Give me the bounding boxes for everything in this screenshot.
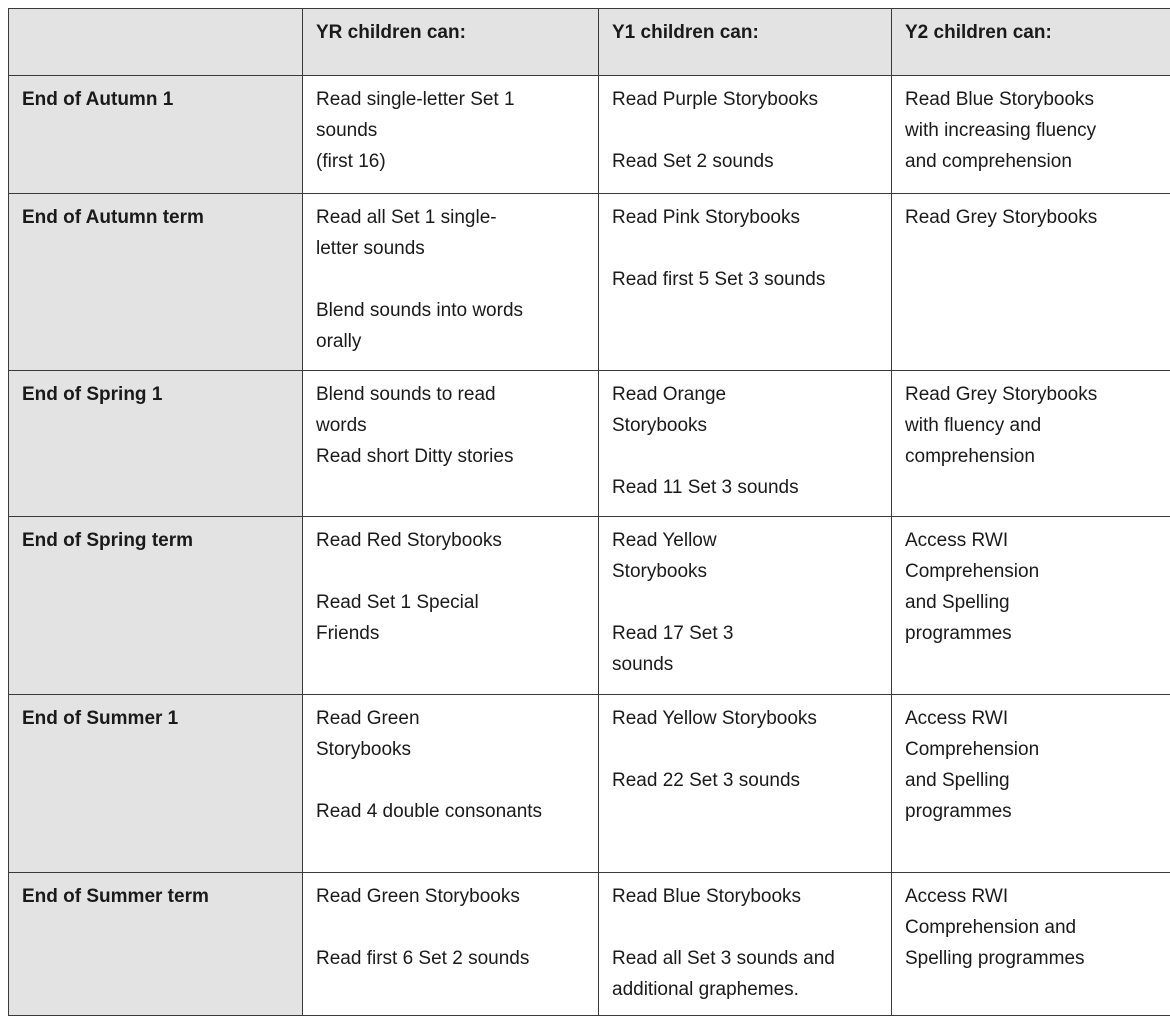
cell-line: Blend sounds into words [316, 300, 524, 321]
cell-line: and Spelling [905, 770, 1010, 791]
header-y1: Y1 children can: [599, 9, 892, 76]
table-row [9, 517, 1170, 695]
cell-line: sounds [316, 120, 378, 141]
header-row [9, 9, 1170, 76]
header-corner-cell [9, 9, 303, 76]
cell-yr [303, 695, 599, 873]
cell-line: Read Blue Storybooks [905, 89, 1095, 110]
cell-line: Spelling programmes [905, 948, 1085, 969]
table-row [9, 194, 1170, 371]
cell-line: programmes [905, 623, 1012, 644]
table-row [9, 695, 1170, 873]
table-row [9, 371, 1170, 517]
cell-line: Read Green [316, 708, 420, 729]
cell-line: Read first 5 Set 3 sounds [612, 269, 826, 290]
cell-line: Read single-letter Set 1 [316, 89, 515, 110]
cell-line: and Spelling [905, 592, 1010, 613]
cell-line: programmes [905, 801, 1012, 822]
cell-line [612, 587, 879, 618]
cell-y2 [892, 517, 1170, 695]
cell-line: comprehension [905, 446, 1035, 467]
cell-line: sounds [612, 654, 674, 675]
cell-line: Read Green Storybooks [316, 886, 520, 907]
cell-line: Read 17 Set 3 [612, 623, 734, 644]
cell-line: additional graphemes. [612, 979, 799, 1000]
cell-line: Comprehension [905, 561, 1040, 582]
row-label: End of Autumn 1 [9, 76, 303, 194]
cell-line: Access RWI [905, 708, 1009, 729]
cell-line: Read all Set 3 sounds and [612, 948, 835, 969]
cell-line [316, 264, 586, 295]
cell-line: Read Grey Storybooks [905, 207, 1098, 228]
cell-y1 [599, 76, 892, 194]
cell-line: Read 11 Set 3 sounds [612, 477, 799, 498]
cell-y1 [599, 873, 892, 1016]
table-body [9, 76, 1170, 1016]
cell-yr [303, 873, 599, 1016]
cell-line [316, 556, 586, 587]
cell-line: Read Orange [612, 384, 727, 405]
cell-line: Read Set 1 Special [316, 592, 479, 613]
header-y2: Y2 children can: [892, 9, 1170, 76]
cell-line: and comprehension [905, 151, 1072, 172]
cell-line [612, 734, 879, 765]
cell-y1 [599, 371, 892, 517]
cell-line: orally [316, 331, 362, 352]
cell-line: Friends [316, 623, 380, 644]
cell-line: words [316, 415, 367, 436]
table-header [9, 9, 1170, 76]
cell-line [316, 912, 586, 943]
cell-yr [303, 194, 599, 371]
row-label: End of Spring term [9, 517, 303, 695]
cell-line: Read Yellow [612, 530, 717, 551]
cell-line: Read short Ditty stories [316, 446, 514, 467]
cell-line: Storybooks [612, 415, 708, 436]
cell-line: Read Pink Storybooks [612, 207, 800, 228]
cell-line [612, 115, 879, 146]
cell-line: with increasing fluency [905, 120, 1097, 141]
cell-line: Read all Set 1 single- [316, 207, 497, 228]
cell-line: Read Set 2 sounds [612, 151, 774, 172]
cell-line: Blend sounds to read [316, 384, 496, 405]
cell-yr [303, 371, 599, 517]
cell-line: with fluency and [905, 415, 1042, 436]
cell-line: letter sounds [316, 238, 425, 259]
cell-line [612, 912, 879, 943]
cell-line: Comprehension and [905, 917, 1077, 938]
progress-table [8, 8, 1170, 1016]
cell-line: Read Grey Storybooks [905, 384, 1098, 405]
cell-line: Read Purple Storybooks [612, 89, 818, 110]
cell-line: Read Blue Storybooks [612, 886, 802, 907]
cell-yr [303, 76, 599, 194]
cell-line: Read 4 double consonants [316, 801, 543, 822]
header-yr: YR children can: [303, 9, 599, 76]
row-label: End of Autumn term [9, 194, 303, 371]
table-row [9, 76, 1170, 194]
cell-y1 [599, 695, 892, 873]
cell-y1 [599, 517, 892, 695]
cell-line: Storybooks [612, 561, 708, 582]
row-label: End of Summer 1 [9, 695, 303, 873]
cell-line: Comprehension [905, 739, 1040, 760]
cell-line [612, 233, 879, 264]
cell-yr [303, 517, 599, 695]
row-label: End of Summer term [9, 873, 303, 1016]
cell-y2 [892, 873, 1170, 1016]
cell-line [316, 765, 586, 796]
row-label: End of Spring 1 [9, 371, 303, 517]
cell-line [612, 441, 879, 472]
cell-y1 [599, 194, 892, 371]
cell-y2 [892, 76, 1170, 194]
cell-line: Read 22 Set 3 sounds [612, 770, 801, 791]
cell-line: Access RWI [905, 530, 1009, 551]
cell-y2 [892, 695, 1170, 873]
cell-line: Storybooks [316, 739, 412, 760]
cell-y2 [892, 371, 1170, 517]
cell-y2 [892, 194, 1170, 371]
table-row [9, 873, 1170, 1016]
cell-line: Access RWI [905, 886, 1009, 907]
cell-line: Read Red Storybooks [316, 530, 502, 551]
cell-line: Read first 6 Set 2 sounds [316, 948, 530, 969]
cell-line: Read Yellow Storybooks [612, 708, 817, 729]
cell-line: (first 16) [316, 151, 386, 172]
